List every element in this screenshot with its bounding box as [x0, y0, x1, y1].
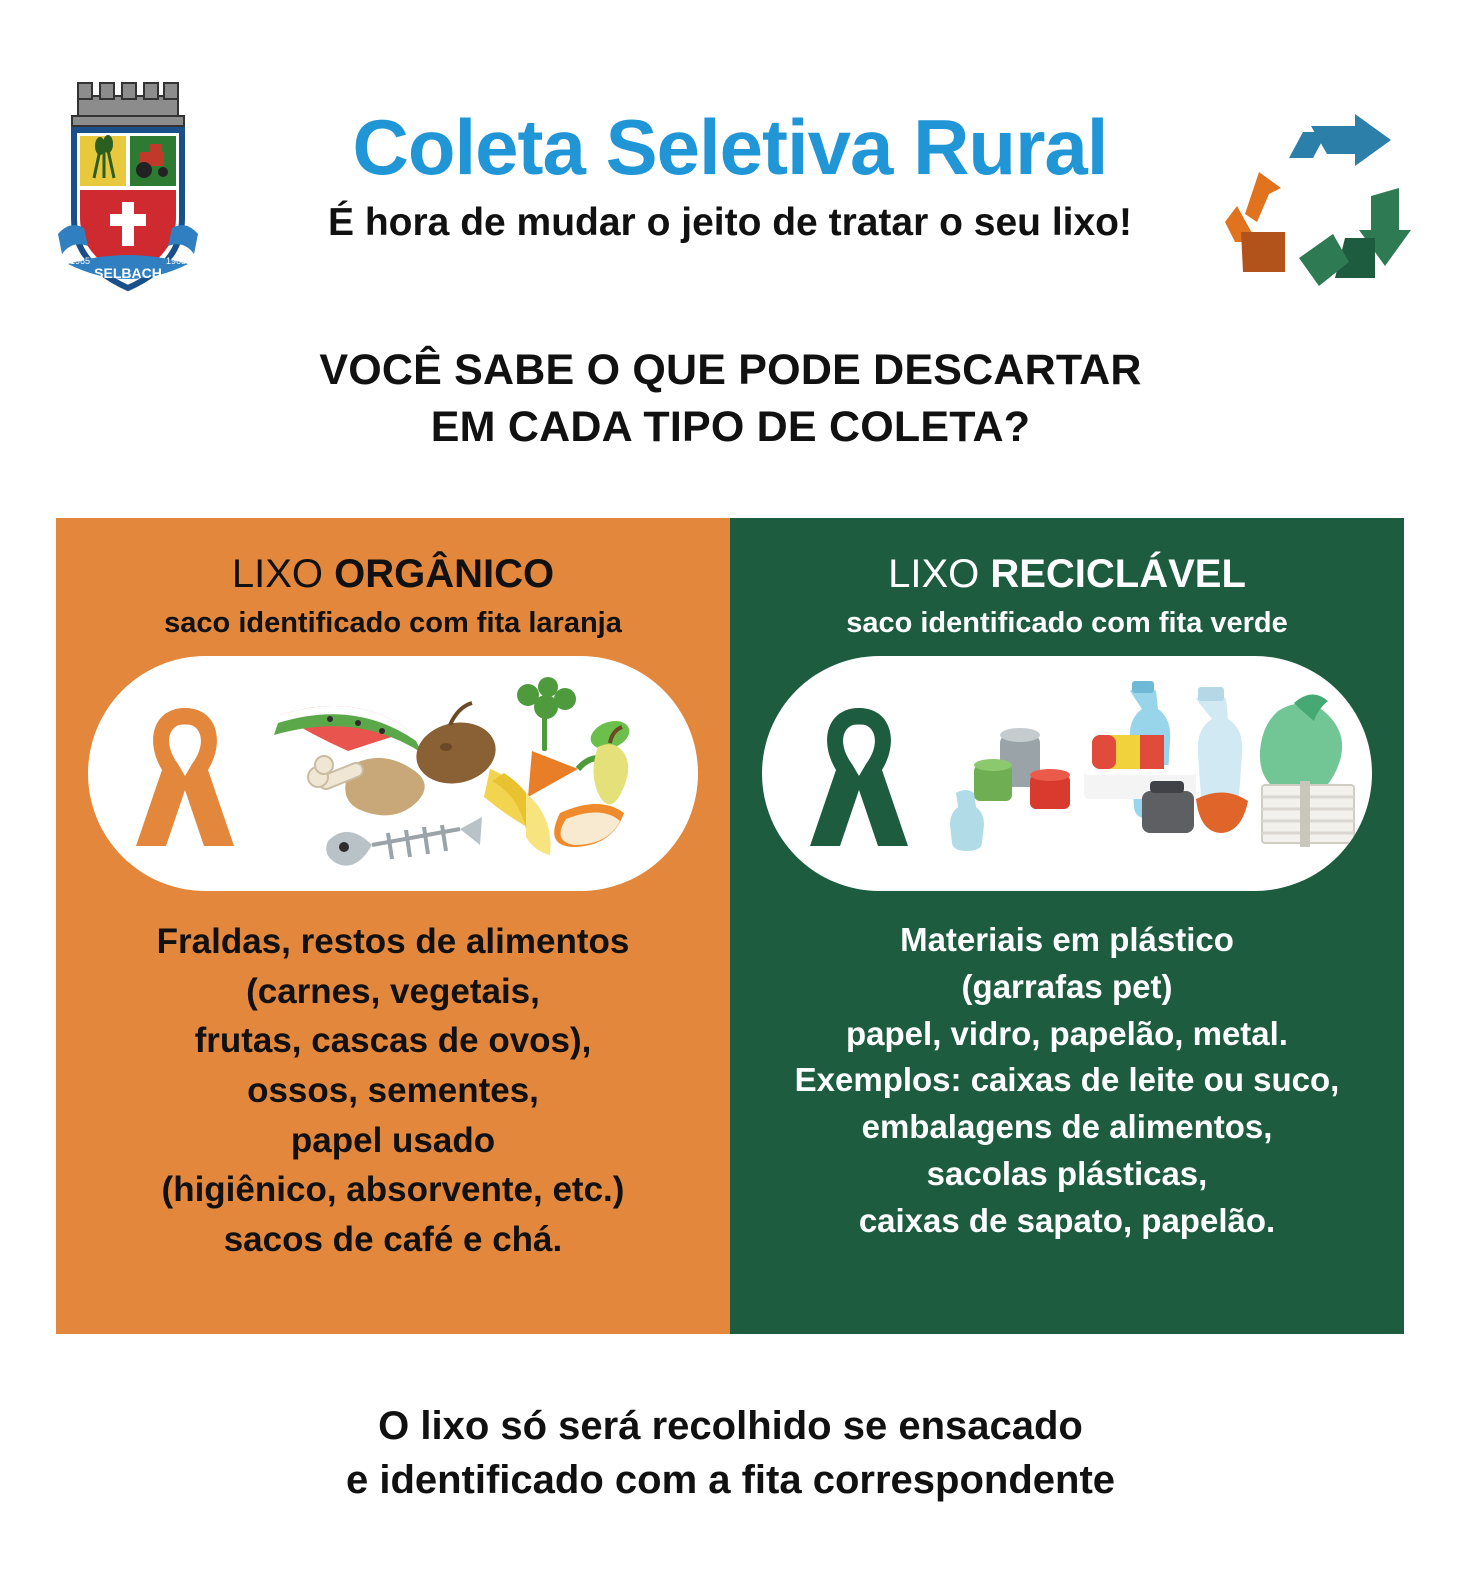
poster-header	[0, 0, 1461, 320]
svg-text:1965: 1965	[69, 256, 91, 266]
footer-line-1: O lixo só será recolhido se ensacado	[378, 1404, 1083, 1448]
recyclable-items-art	[934, 673, 1372, 873]
orange-ribbon-icon	[110, 678, 260, 868]
panel-organic	[56, 518, 730, 1334]
recyclable-line-7: caixas de sapato, papelão.	[858, 1202, 1276, 1240]
panel-organic-subtitle: saco identificado com fita laranja	[164, 607, 622, 639]
panel-recyclable-heading-prefix: LIXO	[888, 552, 991, 596]
recyclable-line-6: sacolas plásticas,	[926, 1155, 1208, 1193]
recyclable-line-5: embalagens de alimentos,	[861, 1108, 1273, 1146]
crest-name-text: SELBACH	[94, 265, 162, 281]
panel-recyclable-body	[789, 917, 1346, 1245]
organic-food-scraps-art	[260, 673, 698, 873]
panel-recyclable-subtitle: saco identificado com fita verde	[846, 607, 1288, 639]
question-heading	[0, 342, 1461, 456]
panel-recyclable	[730, 518, 1404, 1334]
recyclable-line-1: Materiais em plástico	[900, 920, 1234, 958]
organic-line-1: Fraldas, restos de alimentos	[156, 921, 630, 961]
recyclable-line-3: papel, vidro, papelão, metal.	[846, 1014, 1288, 1052]
question-line-2: EM CADA TIPO DE COLETA?	[430, 402, 1031, 451]
panel-organic-body	[151, 917, 636, 1265]
recyclable-waste-illustration	[762, 656, 1372, 891]
footer-note	[0, 1400, 1461, 1507]
title-block	[230, 103, 1230, 245]
panel-organic-heading	[232, 552, 554, 596]
panel-recyclable-heading-strong: RECICLÁVEL	[990, 552, 1246, 596]
organic-line-3: frutas, cascas de ovos),	[194, 1021, 592, 1061]
panel-organic-heading-strong: ORGÂNICO	[334, 552, 555, 596]
organic-line-4: ossos, sementes,	[247, 1070, 539, 1110]
page-title: Coleta Seletiva Rural	[352, 103, 1108, 191]
organic-waste-illustration	[88, 656, 698, 891]
panel-organic-heading-prefix: LIXO	[231, 552, 335, 596]
selbach-coat-of-arms-icon	[48, 78, 208, 300]
organic-line-7: sacos de café e chá.	[223, 1220, 563, 1260]
green-ribbon-icon	[784, 678, 934, 868]
organic-line-5: papel usado	[290, 1120, 496, 1160]
recyclable-line-4: Exemplos: caixas de leite ou suco,	[794, 1061, 1340, 1099]
recycling-symbol-icon	[1223, 110, 1413, 295]
page-subtitle: É hora de mudar o jeito de tratar o seu lixo!	[328, 201, 1132, 244]
organic-line-6: (higiênico, absorvente, etc.)	[161, 1170, 625, 1210]
panel-recyclable-heading	[888, 552, 1246, 596]
footer-line-2: e identificado com a fita correspondente	[345, 1457, 1116, 1502]
question-line-1: VOCÊ SABE O QUE PODE DESCARTAR	[319, 346, 1142, 394]
organic-line-2: (carnes, vegetais,	[246, 971, 540, 1011]
svg-text:1965: 1965	[165, 256, 187, 266]
collection-panels	[56, 518, 1404, 1334]
recyclable-line-2: (garrafas pet)	[961, 967, 1173, 1005]
